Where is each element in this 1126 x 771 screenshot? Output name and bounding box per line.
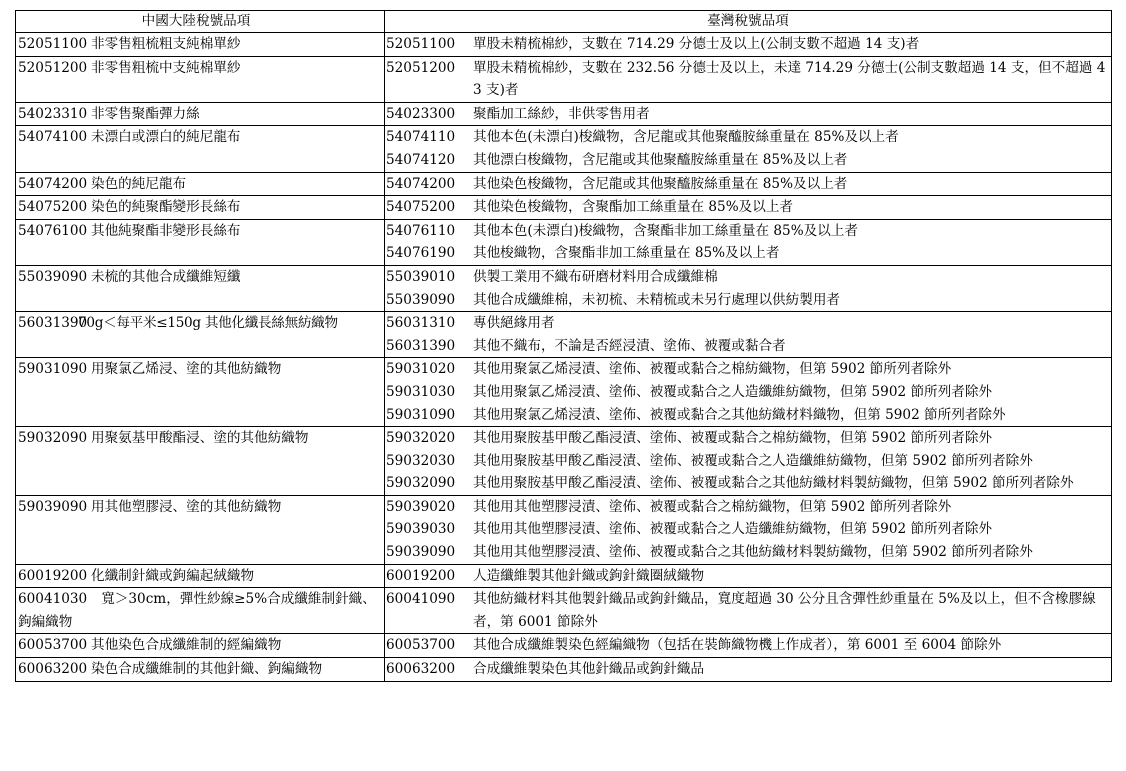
taiwan-desc: 其他用聚胺基甲酸乙酯浸漬、塗佈、被覆或黏合之棉紡織物，但第 5902 節所列者除外 [473, 430, 993, 447]
taiwan-code: 56031390 [386, 337, 456, 354]
taiwan-cell [385, 427, 1112, 496]
mainland-cell [16, 312, 385, 358]
table-row [16, 358, 1112, 427]
taiwan-cell [385, 658, 1112, 682]
mainland-cell [16, 196, 385, 220]
taiwan-desc: 其他用聚氯乙烯浸漬、塗佈、被覆或黏合之棉紡織物，但第 5902 節所列者除外 [473, 361, 952, 378]
table-row [16, 427, 1112, 496]
taiwan-cell [385, 265, 1112, 311]
mainland-cell [16, 126, 385, 172]
taiwan-desc: 其他紡織材料其他製針織品或鉤針織品，寬度超過 30 公分且含彈性紗重量在 5%及以上，但不含橡膠線者，第 6001 節除外 [473, 591, 1096, 630]
taiwan-item [385, 289, 1111, 312]
mainland-item [16, 634, 384, 657]
taiwan-code: 54023300 [386, 105, 456, 122]
mainland-item [16, 220, 384, 243]
table-row [16, 219, 1112, 265]
mainland-code: 59031090 [18, 361, 88, 378]
taiwan-desc: 其他梭織物，含聚酯非加工絲重量在 85%及以上者 [473, 245, 780, 262]
mainland-code: 54023310 [18, 105, 88, 122]
taiwan-item [385, 196, 1111, 219]
mainland-cell [16, 265, 385, 311]
taiwan-code: 54074200 [386, 175, 456, 192]
taiwan-code: 54076110 [386, 222, 456, 239]
taiwan-code: 52051100 [386, 36, 456, 52]
taiwan-item [385, 588, 1111, 633]
taiwan-item [385, 33, 1111, 56]
table-row [16, 265, 1112, 311]
table-row [16, 172, 1112, 196]
taiwan-desc: 單股未精梳棉紗，支數在 232.56 分德士及以上，未達 714.29 分德士(公制支數超過 14 支，但不超過 43 支)者 [473, 59, 1106, 99]
table-row [16, 196, 1112, 220]
mainland-code: 60063200 [18, 661, 88, 678]
mainland-item [16, 196, 384, 219]
taiwan-item [385, 312, 1111, 335]
taiwan-item [385, 335, 1111, 358]
taiwan-item [385, 565, 1111, 588]
taiwan-item [385, 496, 1111, 519]
mainland-item [16, 33, 384, 56]
taiwan-item [385, 149, 1111, 172]
mainland-desc: 染色的純尼龍布 [91, 175, 187, 192]
mainland-desc: 染色的純聚酯變形長絲布 [91, 199, 241, 216]
taiwan-code: 54075200 [386, 199, 456, 216]
taiwan-cell [385, 102, 1112, 126]
mainland-item [16, 266, 384, 289]
table-row [16, 102, 1112, 126]
taiwan-desc: 其他合成纖維棉，未初梳、未精梳或未另行處理以供紡製用者 [473, 291, 841, 308]
taiwan-code: 59031020 [386, 361, 456, 378]
mainland-cell [16, 172, 385, 196]
mainland-desc: 70g＜每平米≤150g 其他化纖長絲無紡織物 [78, 315, 338, 332]
mainland-cell [16, 358, 385, 427]
taiwan-desc: 其他用聚氯乙烯浸漬、塗佈、被覆或黏合之其他紡織材料織物，但第 5902 節所列者除外 [473, 406, 1006, 423]
taiwan-cell [385, 312, 1112, 358]
taiwan-item [385, 427, 1111, 450]
mainland-item [16, 658, 384, 681]
taiwan-code: 59032090 [386, 475, 456, 492]
taiwan-desc: 聚酯加工絲紗，非供零售用者 [473, 105, 650, 122]
mainland-code: 54074200 [18, 175, 88, 192]
taiwan-code: 54074110 [386, 129, 456, 146]
taiwan-code: 55039010 [386, 268, 456, 285]
mainland-cell [16, 658, 385, 682]
mainland-desc: 染色合成纖維制的其他針織、鉤編織物 [91, 661, 323, 678]
taiwan-cell [385, 126, 1112, 172]
taiwan-code: 59039030 [386, 521, 456, 538]
taiwan-desc: 其他用聚胺基甲酸乙酯浸漬、塗佈、被覆或黏合之人造纖維紡織物，但第 5902 節所列者除外 [473, 452, 1033, 469]
mainland-code: 52051200 [18, 59, 88, 76]
table-row [16, 564, 1112, 588]
taiwan-desc: 人造纖維製其他針織或鉤針織圈絨織物 [473, 567, 705, 584]
mainland-desc: 其他純聚酯非變形長絲布 [91, 222, 241, 239]
mainland-cell [16, 495, 385, 564]
mainland-cell [16, 427, 385, 496]
tariff-comparison-table [15, 10, 1112, 682]
taiwan-code: 52051200 [386, 59, 456, 76]
taiwan-item [385, 126, 1111, 149]
taiwan-desc: 專供絕緣用者 [473, 315, 555, 332]
taiwan-item [385, 518, 1111, 541]
mainland-desc: 非零售粗梳中支純棉單紗 [91, 59, 241, 76]
taiwan-item [385, 242, 1111, 265]
taiwan-item [385, 472, 1111, 495]
taiwan-code: 59032030 [386, 452, 456, 469]
taiwan-cell [385, 634, 1112, 658]
mainland-item [16, 103, 384, 126]
taiwan-item [385, 266, 1111, 289]
taiwan-cell [385, 196, 1112, 220]
taiwan-item [385, 658, 1111, 681]
table-row [16, 312, 1112, 358]
taiwan-item [385, 173, 1111, 196]
taiwan-cell [385, 219, 1112, 265]
table-row [16, 588, 1112, 634]
mainland-item [16, 57, 384, 80]
taiwan-item [385, 404, 1111, 427]
mainland-code: 56031390 [18, 315, 88, 332]
taiwan-desc: 其他用其他塑膠浸漬、塗佈、被覆或黏合之人造纖維紡織物，但第 5902 節所列者除外 [473, 521, 993, 538]
mainland-item [16, 496, 384, 519]
taiwan-code: 54076190 [386, 245, 456, 262]
taiwan-desc: 其他用聚胺基甲酸乙酯浸漬、塗佈、被覆或黏合之其他紡織材料製紡織物，但第 5902 節所列者除外 [473, 475, 1074, 492]
taiwan-code: 60063200 [386, 661, 456, 678]
taiwan-code: 54074120 [386, 151, 456, 168]
taiwan-item [385, 634, 1111, 657]
taiwan-code: 59039090 [386, 544, 456, 561]
mainland-desc: 用聚氯乙烯浸、塗的其他紡織物 [91, 361, 282, 378]
header-taiwan: 臺灣稅號品項 [385, 11, 1112, 33]
mainland-desc: 化纖制針織或鉤編起絨織物 [91, 567, 255, 584]
mainland-desc: 用聚氨基甲酸酯浸、塗的其他紡織物 [91, 430, 309, 447]
mainland-code: 59032090 [18, 430, 88, 447]
mainland-code: 60041030 [18, 591, 88, 608]
table-row [16, 658, 1112, 682]
taiwan-code: 56031310 [386, 315, 456, 332]
mainland-item [16, 588, 384, 633]
mainland-code: 54076100 [18, 222, 88, 239]
taiwan-desc: 供製工業用不織布研磨材料用合成纖維棉 [473, 268, 718, 285]
mainland-item [16, 565, 384, 588]
taiwan-code: 59031090 [386, 406, 456, 423]
taiwan-desc: 其他用聚氯乙烯浸漬、塗佈、被覆或黏合之人造纖維紡織物，但第 5902 節所列者除外 [473, 383, 993, 400]
taiwan-item [385, 450, 1111, 473]
table-row [16, 495, 1112, 564]
table-row [16, 634, 1112, 658]
mainland-item [16, 358, 384, 381]
taiwan-item [385, 541, 1111, 564]
mainland-desc: 寬＞30cm，彈性紗線≥5%合成纖維制針織、鉤編織物 [18, 591, 376, 630]
taiwan-item [385, 381, 1111, 404]
taiwan-code: 60053700 [386, 637, 456, 654]
taiwan-desc: 合成纖維製染色其他針織品或鉤針織品 [473, 661, 705, 678]
taiwan-desc: 單股未精梳棉紗，支數在 714.29 分德士及以上(公制支數不超過 14 支)者 [473, 36, 920, 52]
taiwan-cell [385, 172, 1112, 196]
taiwan-code: 55039090 [386, 291, 456, 308]
mainland-desc: 非零售粗梳粗支純棉單紗 [91, 36, 241, 52]
taiwan-desc: 其他染色梭織物，含尼龍或其他聚醯胺絲重量在 85%及以上者 [473, 175, 848, 192]
taiwan-desc: 其他本色(未漂白)梭織物，含聚酯非加工絲重量在 85%及以上者 [473, 222, 858, 239]
taiwan-cell [385, 564, 1112, 588]
taiwan-desc: 其他用其他塑膠浸漬、塗佈、被覆或黏合之其他紡織材料製紡織物，但第 5902 節所列者除外 [473, 544, 1033, 561]
mainland-cell [16, 102, 385, 126]
taiwan-cell [385, 56, 1112, 102]
taiwan-item [385, 220, 1111, 243]
table-row [16, 33, 1112, 57]
mainland-cell [16, 588, 385, 634]
taiwan-desc: 其他不織布，不論是否經浸漬、塗佈、被覆或黏合者 [473, 337, 786, 354]
taiwan-code: 60019200 [386, 567, 456, 584]
mainland-code: 52051100 [18, 36, 88, 52]
taiwan-item [385, 358, 1111, 381]
table-row [16, 126, 1112, 172]
taiwan-code: 59039020 [386, 498, 456, 515]
taiwan-desc: 其他用其他塑膠浸漬、塗佈、被覆或黏合之棉紡織物，但第 5902 節所列者除外 [473, 498, 952, 515]
mainland-code: 54074100 [18, 129, 88, 146]
taiwan-desc: 其他染色梭織物，含聚酯加工絲重量在 85%及以上者 [473, 199, 794, 216]
taiwan-cell [385, 588, 1112, 634]
mainland-cell [16, 33, 385, 57]
mainland-code: 55039090 [18, 268, 88, 285]
header-mainland: 中國大陸稅號品項 [16, 11, 385, 33]
mainland-code: 60053700 [18, 637, 88, 654]
mainland-item [16, 126, 384, 149]
mainland-desc: 非零售聚酯彈力絲 [91, 105, 200, 122]
taiwan-item [385, 103, 1111, 126]
mainland-desc: 用其他塑膠浸、塗的其他紡織物 [91, 498, 282, 515]
mainland-cell [16, 56, 385, 102]
header-row [16, 11, 1112, 33]
taiwan-desc: 其他本色(未漂白)梭織物，含尼龍或其他聚醯胺絲重量在 85%及以上者 [473, 129, 899, 146]
mainland-item [16, 427, 384, 450]
mainland-item [16, 312, 384, 335]
taiwan-desc: 其他漂白梭織物，含尼龍或其他聚醯胺絲重量在 85%及以上者 [473, 151, 848, 168]
taiwan-item [385, 57, 1111, 102]
taiwan-cell [385, 33, 1112, 57]
mainland-desc: 其他染色合成纖維制的經編織物 [91, 637, 282, 654]
mainland-cell [16, 219, 385, 265]
mainland-item [16, 173, 384, 196]
mainland-cell [16, 634, 385, 658]
table-row [16, 56, 1112, 102]
taiwan-desc: 其他合成纖維製染色經編織物（包括在裝飾織物機上作成者），第 6001 至 6004 節除外 [473, 637, 1002, 654]
taiwan-cell [385, 358, 1112, 427]
taiwan-code: 59031030 [386, 383, 456, 400]
mainland-code: 60019200 [18, 567, 88, 584]
mainland-code: 54075200 [18, 199, 88, 216]
taiwan-code: 60041090 [386, 591, 456, 608]
mainland-cell [16, 564, 385, 588]
taiwan-code: 59032020 [386, 430, 456, 447]
mainland-desc: 未梳的其他合成纖維短纖 [91, 268, 241, 285]
mainland-code: 59039090 [18, 498, 88, 515]
taiwan-cell [385, 495, 1112, 564]
mainland-desc: 未漂白或漂白的純尼龍布 [91, 129, 241, 146]
